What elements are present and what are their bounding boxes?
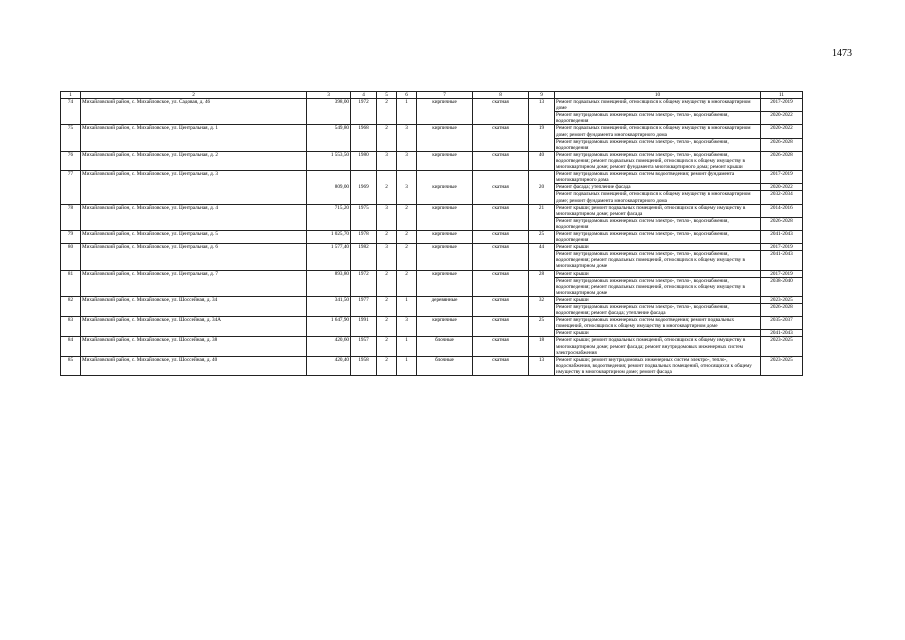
wall-material-cell: блочные — [417, 337, 473, 356]
table-row — [61, 204, 803, 217]
roof-type-cell: скатная — [473, 171, 529, 204]
floors-cell: 2 — [377, 171, 397, 204]
roof-type-cell: скатная — [473, 204, 529, 230]
repair-period-cell: 2041-2043 — [761, 330, 803, 337]
entrances-cell: 2 — [397, 204, 417, 230]
build-year-cell: 1969 — [351, 171, 377, 204]
repair-work-cell: Ремонт внутридомовых инженерных систем электро-, тепло-, водоснабжения, водоотведения; ремонт подвальных помещений, относящихся к общему имуществу в многоквартирном доме; ремонт фундамента многоквартирного дома; ремонт крыши — [555, 151, 761, 170]
floors-cell: 2 — [377, 337, 397, 356]
roof-type-cell: скатная — [473, 270, 529, 296]
table-row — [61, 317, 803, 330]
floors-cell: 2 — [377, 317, 397, 337]
column-number: 9 — [529, 92, 555, 99]
repair-work-cell: Ремонт крыши; ремонт подвальных помещений, относящихся к общему имуществу в многоквартирном доме; ремонт фасада — [555, 204, 761, 217]
roof-type-cell: скатная — [473, 244, 529, 270]
build-year-cell: 1972 — [351, 99, 377, 125]
row-number-cell: 83 — [61, 317, 81, 337]
repair-work-cell: Ремонт внутридомовых инженерных систем электро-, тепло-, водоснабжения, водоотведения — [555, 138, 761, 151]
repair-work-cell: Ремонт внутридомовых инженерных систем электро-, тепло-, водоснабжения, водоотведения; ремонт фасада; утепление фасада — [555, 304, 761, 317]
roof-type-cell: скатная — [473, 125, 529, 151]
column-number: 11 — [761, 92, 803, 99]
repair-period-cell: 2041-2043 — [761, 230, 803, 243]
wall-material-cell: кирпичные — [417, 204, 473, 230]
row-number-cell: 76 — [61, 151, 81, 170]
entrances-cell: 1 — [397, 337, 417, 356]
address-cell: Михайловский район, с. Михайловское, ул. Шоссейная, д. 40 — [81, 356, 307, 375]
entrances-cell: 3 — [397, 151, 417, 170]
repair-period-cell: 2023-2025 — [761, 337, 803, 356]
address-cell: Михайловский район, с. Михайловское, ул. Шоссейная, д. 34 — [81, 296, 307, 316]
wall-material-cell: кирпичные — [417, 230, 473, 243]
column-number: 4 — [351, 92, 377, 99]
row-number-cell: 82 — [61, 296, 81, 316]
area-cell: 549,80 — [307, 125, 351, 151]
area-cell: 893,80 — [307, 270, 351, 296]
repair-period-cell: 2014-2016 — [761, 204, 803, 217]
wear-percent-cell: 13 — [529, 356, 555, 375]
repair-work-cell: Ремонт крыши; ремонт внутридомовых инженерных систем электро-, тепло-, водоснабжения, водоотведения; ремонт подвальных помещений, относящихся к общему имуществу в многоквартирном доме; ремонт фасада — [555, 356, 761, 375]
area-cell: 1 577,40 — [307, 244, 351, 270]
entrances-cell: 1 — [397, 99, 417, 125]
address-cell: Михайловский район, с. Михайловское, ул. Шоссейная, д. 34А — [81, 317, 307, 337]
build-year-cell: 1978 — [351, 230, 377, 243]
repair-period-cell: 2017-2019 — [761, 244, 803, 251]
floors-cell: 2 — [377, 356, 397, 375]
repair-period-cell: 2041-2043 — [761, 251, 803, 270]
wall-material-cell: кирпичные — [417, 244, 473, 270]
repair-work-cell: Ремонт подвальных помещений, относящихся к общему имуществу в многоквартирном доме; ремонт фундамента многоквартирного дома — [555, 125, 761, 138]
address-cell: Михайловский район, с. Михайловское, ул. Центральная, д. 3 — [81, 171, 307, 204]
repair-work-cell: Ремонт внутридомовых инженерных систем электро-, тепло-, водоснабжения, водоотведения — [555, 112, 761, 125]
repair-work-cell: Ремонт внутридомовых инженерных систем водоотведения; ремонт фундамента многоквартирного дома — [555, 171, 761, 184]
area-cell: 1 553,50 — [307, 151, 351, 170]
area-cell: 809,00 — [307, 171, 351, 204]
wear-percent-cell: 20 — [529, 171, 555, 204]
build-year-cell: 1982 — [351, 244, 377, 270]
column-number: 8 — [473, 92, 529, 99]
area-cell: 1 025,70 — [307, 230, 351, 243]
wear-percent-cell: 19 — [529, 125, 555, 151]
roof-type-cell: скатная — [473, 337, 529, 356]
repair-work-cell: Ремонт крыши — [555, 330, 761, 337]
area-cell: 398,00 — [307, 99, 351, 125]
floors-cell: 3 — [377, 244, 397, 270]
floors-cell: 2 — [377, 296, 397, 316]
repair-period-cell: 2020-2022 — [761, 125, 803, 138]
roof-type-cell: скатная — [473, 230, 529, 243]
page-number: 1473 — [832, 48, 852, 59]
address-cell: Михайловский район, с. Михайловское, ул. Центральная, д. 4 — [81, 204, 307, 230]
floors-cell: 2 — [377, 270, 397, 296]
wear-percent-cell: 44 — [529, 244, 555, 270]
repair-period-cell: 2020-2022 — [761, 112, 803, 125]
row-number-cell: 74 — [61, 99, 81, 125]
address-cell: Михайловский район, с. Михайловское, ул. Центральная, д. 6 — [81, 244, 307, 270]
table-row — [61, 270, 803, 277]
table-row — [61, 244, 803, 251]
repair-work-cell: Ремонт крыши — [555, 244, 761, 251]
column-number: 6 — [397, 92, 417, 99]
entrances-cell: 2 — [397, 230, 417, 243]
repair-work-cell: Ремонт крыши; ремонт подвальных помещений, относящихся к общему имуществу в многоквартирном доме; ремонт фасада; ремонт внутридомовых инженерных систем электроснабжения — [555, 337, 761, 356]
row-number-cell: 75 — [61, 125, 81, 151]
build-year-cell: 1980 — [351, 151, 377, 170]
table-row — [61, 151, 803, 170]
row-number-cell: 85 — [61, 356, 81, 375]
address-cell: Михайловский район, с. Михайловское, ул. Центральная, д. 1 — [81, 125, 307, 151]
table-body — [61, 92, 803, 376]
build-year-cell: 1972 — [351, 270, 377, 296]
area-cell: 420,60 — [307, 337, 351, 356]
wall-material-cell: кирпичные — [417, 125, 473, 151]
roof-type-cell: скатная — [473, 317, 529, 337]
repair-work-cell: Ремонт внутридомовых инженерных систем водоотведения; ремонт подвальных помещений, относящихся к общему имуществу в многоквартирном доме — [555, 317, 761, 330]
table-row — [61, 230, 803, 243]
address-cell: Михайловский район, с. Михайловское, ул. Центральная, д. 5 — [81, 230, 307, 243]
row-number-cell: 79 — [61, 230, 81, 243]
floors-cell: 2 — [377, 230, 397, 243]
repair-period-cell: 2026-2028 — [761, 151, 803, 170]
wall-material-cell: блочные — [417, 356, 473, 375]
table-row — [61, 125, 803, 138]
repair-work-cell: Ремонт внутридомовых инженерных систем электро-, тепло-, водоснабжения, водоотведения; ремонт подвальных помещений, относящихся к общему имуществу в многоквартирном доме — [555, 277, 761, 296]
table-row — [61, 356, 803, 375]
repair-work-cell: Ремонт внутридомовых инженерных систем электро-, тепло-, водоснабжения, водоотведения — [555, 217, 761, 230]
repair-period-cell: 2026-2028 — [761, 217, 803, 230]
row-number-cell: 84 — [61, 337, 81, 356]
repair-work-cell: Ремонт крыши — [555, 270, 761, 277]
entrances-cell: 1 — [397, 296, 417, 316]
address-cell: Михайловский район, с. Михайловское, ул. Шоссейная, д. 38 — [81, 337, 307, 356]
area-cell: 715,20 — [307, 204, 351, 230]
wear-percent-cell: 25 — [529, 317, 555, 337]
repair-period-cell: 2026-2028 — [761, 304, 803, 317]
wear-percent-cell: 21 — [529, 204, 555, 230]
repair-period-cell: 2017-2019 — [761, 270, 803, 277]
build-year-cell: 1957 — [351, 337, 377, 356]
row-number-cell: 81 — [61, 270, 81, 296]
wall-material-cell: кирпичные — [417, 270, 473, 296]
table-row — [61, 99, 803, 112]
address-cell: Михайловский район, с. Михайловское, ул. Садовая, д. 46 — [81, 99, 307, 125]
repair-work-cell: Ремонт фасада; утепление фасада — [555, 184, 761, 191]
entrances-cell: 3 — [397, 125, 417, 151]
wear-percent-cell: 25 — [529, 230, 555, 243]
entrances-cell: 2 — [397, 270, 417, 296]
repair-period-cell: 2032-2034 — [761, 191, 803, 204]
entrances-cell: 2 — [397, 244, 417, 270]
repair-period-cell: 2017-2019 — [761, 171, 803, 184]
repair-period-cell: 2035-2037 — [761, 317, 803, 330]
roof-type-cell: скатная — [473, 99, 529, 125]
entrances-cell: 3 — [397, 317, 417, 337]
area-cell: 341,50 — [307, 296, 351, 316]
address-cell: Михайловский район, с. Михайловское, ул. Центральная, д. 7 — [81, 270, 307, 296]
area-cell: 1 647,90 — [307, 317, 351, 337]
repair-period-cell: 2020-2022 — [761, 184, 803, 191]
build-year-cell: 1975 — [351, 204, 377, 230]
roof-type-cell: скатная — [473, 296, 529, 316]
roof-type-cell: скатная — [473, 356, 529, 375]
floors-cell: 2 — [377, 125, 397, 151]
floors-cell: 3 — [377, 151, 397, 170]
repair-work-cell: Ремонт внутридомовых инженерных систем электро-, тепло-, водоснабжения, водоотведения — [555, 230, 761, 243]
repair-work-cell: Ремонт крыши — [555, 296, 761, 303]
repair-period-cell: 2038-2040 — [761, 277, 803, 296]
column-number: 1 — [61, 92, 81, 99]
wall-material-cell: кирпичные — [417, 151, 473, 170]
row-number-cell: 80 — [61, 244, 81, 270]
column-number: 5 — [377, 92, 397, 99]
wear-percent-cell: 18 — [529, 337, 555, 356]
repair-period-cell: 2026-2028 — [761, 138, 803, 151]
wear-percent-cell: 28 — [529, 270, 555, 296]
wall-material-cell: кирпичные — [417, 99, 473, 125]
repair-period-cell: 2023-2025 — [761, 296, 803, 303]
wall-material-cell: кирпичные — [417, 171, 473, 204]
address-cell: Михайловский район, с. Михайловское, ул. Центральная, д. 2 — [81, 151, 307, 170]
build-year-cell: 1991 — [351, 317, 377, 337]
floors-cell: 3 — [377, 204, 397, 230]
column-number: 7 — [417, 92, 473, 99]
column-number: 2 — [81, 92, 307, 99]
wear-percent-cell: 32 — [529, 296, 555, 316]
column-number-row — [61, 92, 803, 99]
repair-period-cell: 2023-2025 — [761, 356, 803, 375]
table-row — [61, 296, 803, 303]
wear-percent-cell: 40 — [529, 151, 555, 170]
floors-cell: 2 — [377, 99, 397, 125]
build-year-cell: 1977 — [351, 296, 377, 316]
column-number: 3 — [307, 92, 351, 99]
area-cell: 420,40 — [307, 356, 351, 375]
column-number: 10 — [555, 92, 761, 99]
wall-material-cell: кирпичные — [417, 317, 473, 337]
row-number-cell: 78 — [61, 204, 81, 230]
table-row — [61, 171, 803, 184]
entrances-cell: 1 — [397, 356, 417, 375]
wear-percent-cell: 13 — [529, 99, 555, 125]
row-number-cell: 77 — [61, 171, 81, 204]
repair-period-cell: 2017-2019 — [761, 99, 803, 112]
housing-repair-table — [60, 91, 803, 376]
wall-material-cell: деревянные — [417, 296, 473, 316]
repair-work-cell: Ремонт подвальных помещений, относящихся к общему имуществу в многоквартирном доме — [555, 99, 761, 112]
build-year-cell: 1968 — [351, 125, 377, 151]
roof-type-cell: скатная — [473, 151, 529, 170]
repair-work-cell: Ремонт подвальных помещений, относящихся к общему имуществу в многоквартирном доме; ремонт фундамента многоквартирного дома — [555, 191, 761, 204]
entrances-cell: 3 — [397, 171, 417, 204]
build-year-cell: 1958 — [351, 356, 377, 375]
repair-work-cell: Ремонт внутридомовых инженерных систем электро-, тепло-, водоснабжения, водоотведения; ремонт подвальных помещений, относящихся к общему имуществу в многоквартирном доме — [555, 251, 761, 270]
table-row — [61, 337, 803, 356]
